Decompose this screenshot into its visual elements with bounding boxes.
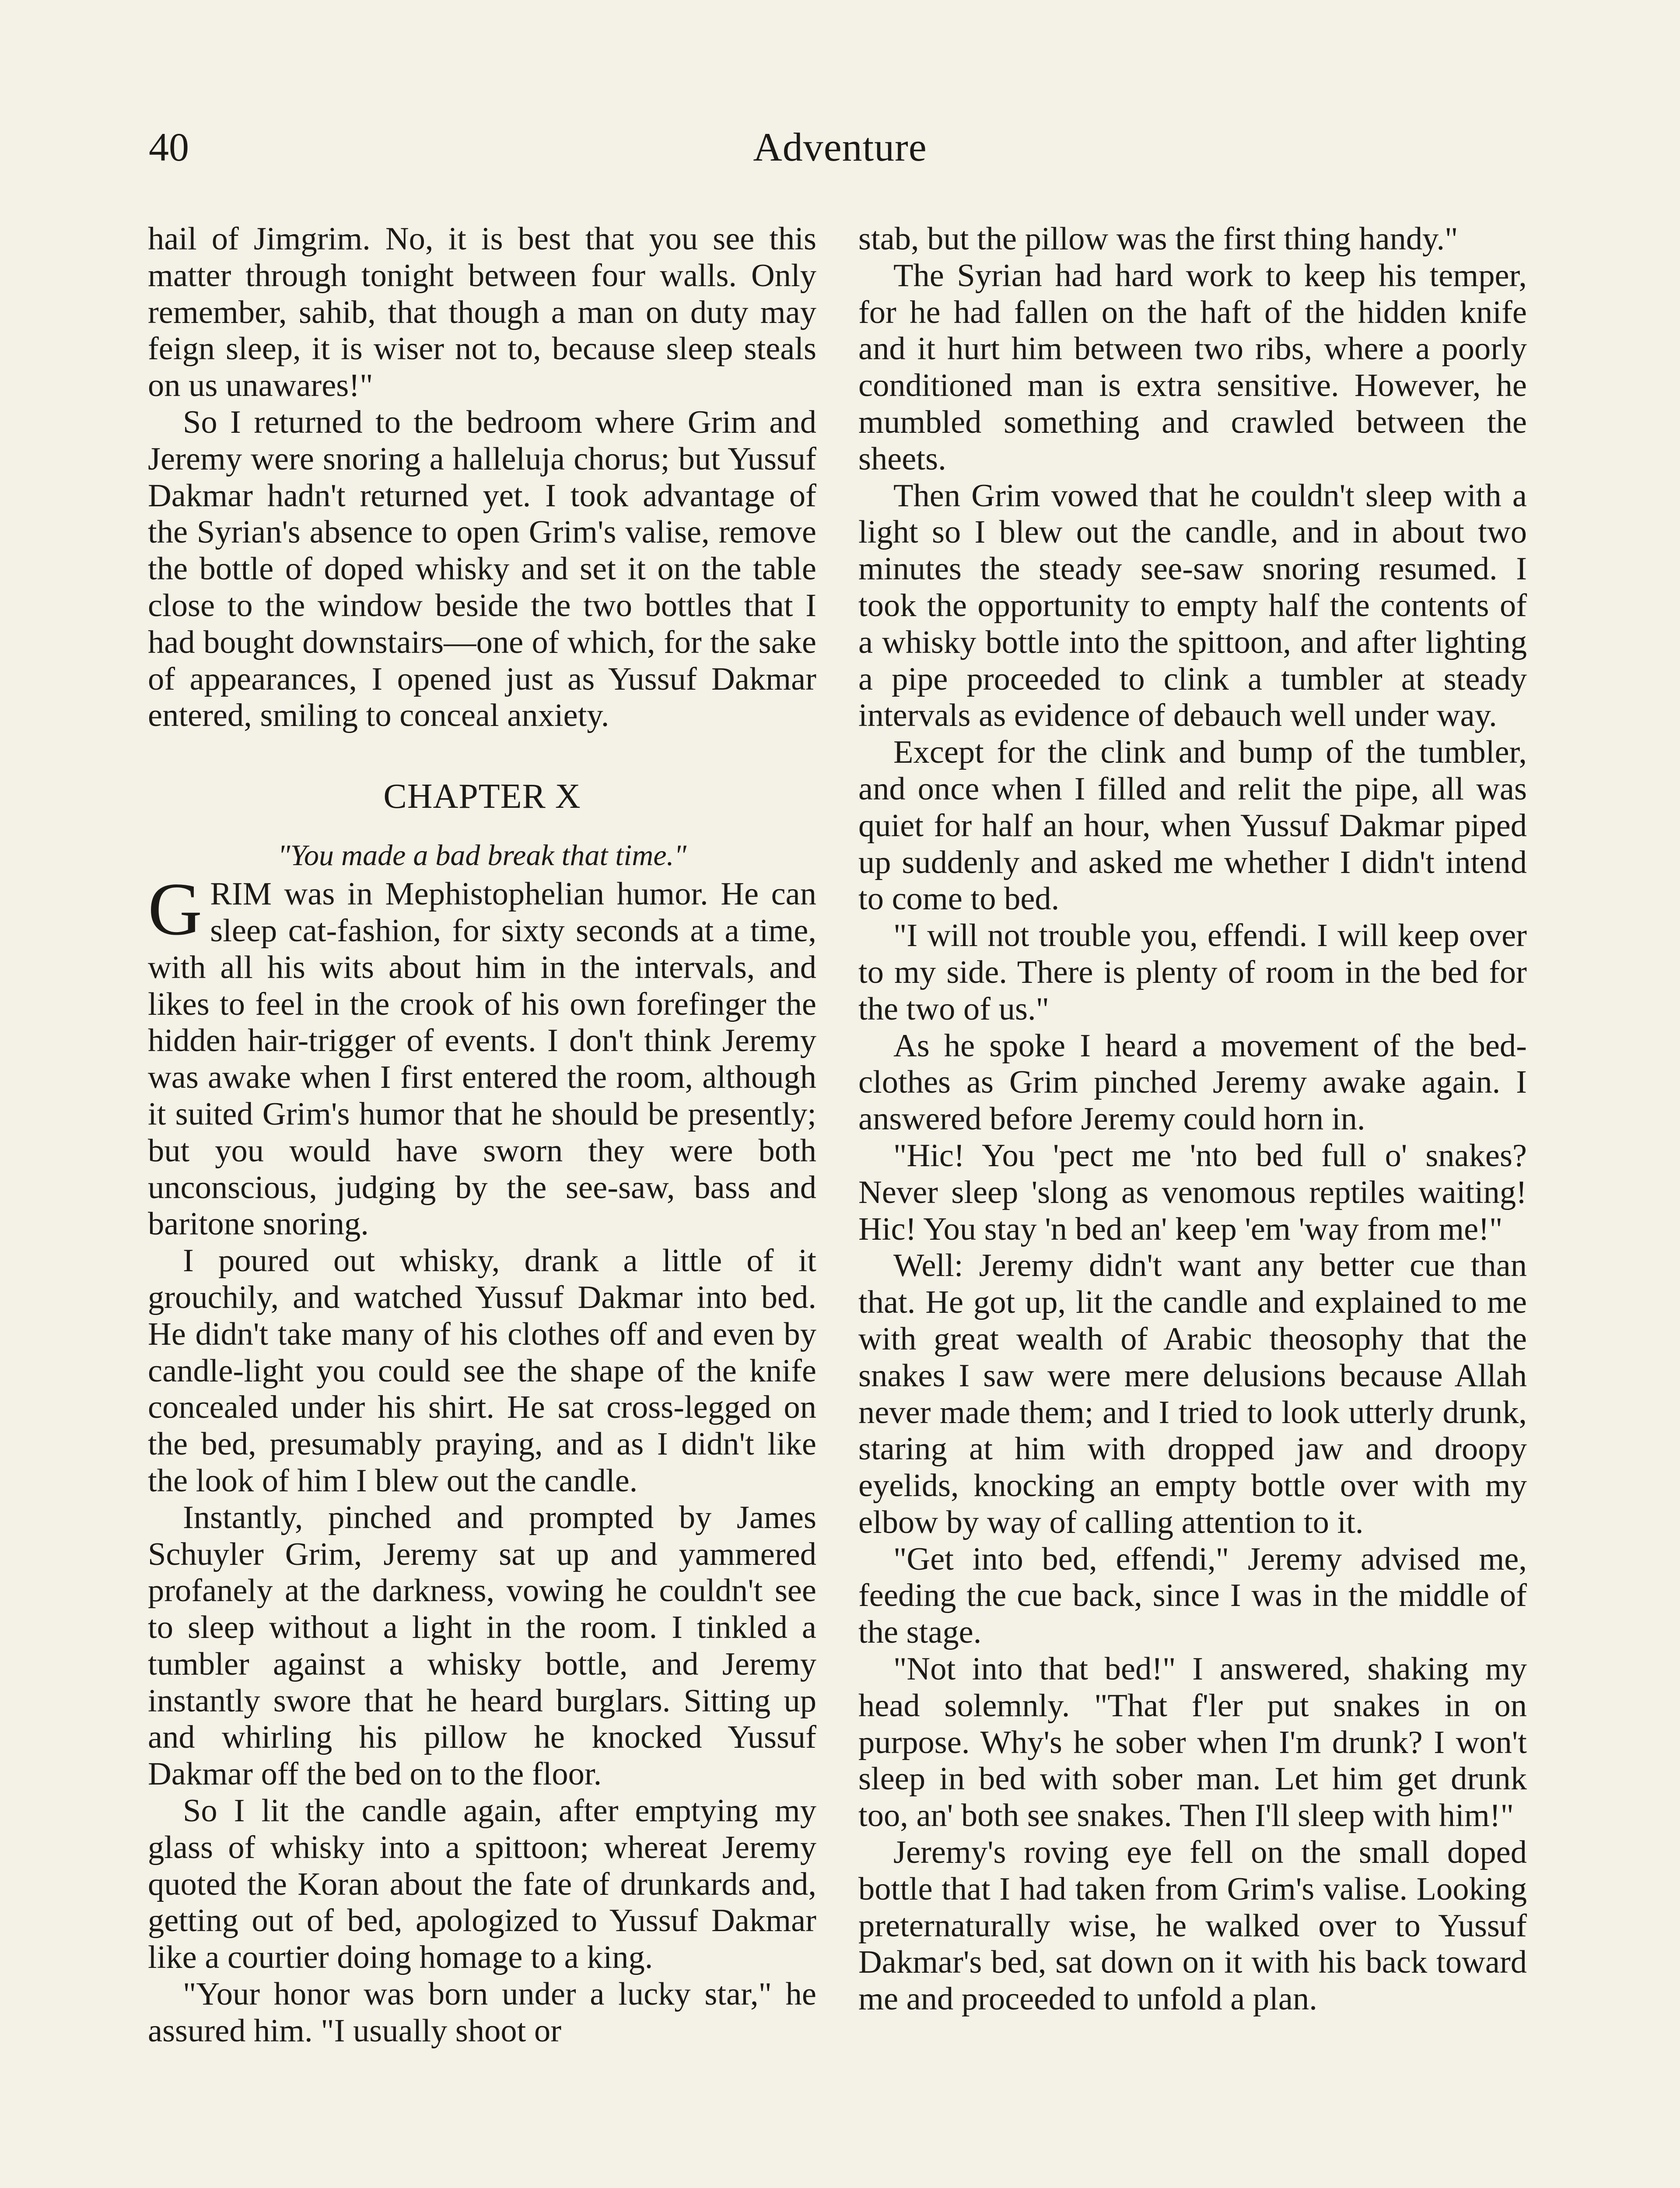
paragraph: The Syrian had hard work to keep his temper, for he had fallen on the haft of the hidden knife and it hurt him between two ribs, where a poorly conditioned man is extra sensitive. However, he mumbled something and crawled between the sheets. [858, 257, 1527, 477]
paragraph: "I will not trouble you, effendi. I will keep over to my side. There is plenty of room in the bed for the two of us." [858, 918, 1527, 1027]
paragraph: So I returned to the bedroom where Grim and Jeremy were snoring a halleluja chorus; but Yussuf Dakmar hadn't returned yet. I took advantage of the Syrian's absence to open Grim's valise, remove the bottle of doped whisky and set it on the table close to the window beside the two bottles that I had bought downstairs—one of which, for the sake of appearances, I opened just as Yussuf Dakmar entered, smiling to conceal anxiety. [148, 404, 816, 734]
paragraph: hail of Jimgrim. No, it is best that you see this matter through tonight between four walls. Only remember, sahib, that though a man on duty may feign sleep, it is wiser not to, because sleep steals on us unawares!" [148, 221, 816, 404]
magazine-title: Adventure [753, 125, 927, 169]
paragraph: Jeremy's roving eye fell on the small doped bottle that I had taken from Grim's valise. Looking preternaturally wise, he walked over to Yussuf Dakmar's bed, sat down on it with his back toward me and proceeded to unfold a plan. [858, 1834, 1527, 2017]
paragraph: Well: Jeremy didn't want any better cue than that. He got up, lit the candle and explained to me with great wealth of Arabic theosophy that the snakes I saw were mere delusions because Allah never made them; and I tried to look utterly drunk, staring at him with dropped jaw and droopy eyelids, knocking an empty bottle over with my elbow by way of calling attention to it. [858, 1248, 1527, 1540]
left-column [148, 221, 816, 2050]
drop-cap: G [148, 868, 203, 951]
paragraph: Then Grim vowed that he couldn't sleep with a light so I blew out the candle, and in about two minutes the steady see-saw snoring resumed. I took the opportunity to empty half the contents of a whisky bottle into the spittoon, and after lighting a pipe proceeded to clink a tumbler at steady intervals as evidence of debauch well under way. [858, 477, 1527, 734]
chapter-epigraph: "You made a bad break that time." [277, 838, 687, 872]
paragraph: "Your honor was born under a lucky star," he assured him. "I usually shoot or [148, 1976, 816, 2049]
paragraph: I poured out whisky, drank a little of it grouchily, and watched Yussuf Dakmar into bed. He didn't take many of his clothes off and even by candle-light you could see the shape of the knife concealed under his shirt. He sat cross-legged on the bed, presumably praying, and as I didn't like the look of him I blew out the candle. [148, 1243, 816, 1499]
paragraph: So I lit the candle again, after emptying my glass of whisky into a spittoon; whereat Jeremy quoted the Koran about the fate of drunkards and, getting out of bed, apologized to Yussuf Dakmar like a courtier doing homage to a king. [148, 1793, 816, 1976]
page-number: 40 [149, 125, 189, 169]
chapter-opening-paragraph [148, 868, 816, 1243]
chapter-heading: CHAPTER X [383, 777, 581, 816]
paragraph: Except for the clink and bump of the tumbler, and once when I filled and relit the pipe, all was quiet for half an hour, when Yussuf Dakmar piped up suddenly and asked me whether I didn't intend to come to bed. [858, 734, 1527, 917]
paragraph-text: RIM was in Mephistophelian humor. He can sleep cat-fashion, for sixty seconds at a time, with all his wits about him in the intervals, and likes to feel in the crook of his own forefinger the hidden hair-trigger of events. I don't think Jeremy was awake when I first entered the room, although it suited Grim's humor that he should be presently; but you would have sworn they were both unconscious, judging by the see-saw, bass and baritone snoring. [148, 876, 816, 1242]
paragraph: stab, but the pillow was the first thing handy." [858, 221, 1458, 257]
paragraph: "Get into bed, effendi," Jeremy advised me, feeding the cue back, since I was in the middle of the stage. [858, 1541, 1527, 1651]
paragraph: As he spoke I heard a movement of the bed-clothes as Grim pinched Jeremy awake again. I answered before Jeremy could horn in. [858, 1027, 1527, 1137]
right-column [858, 221, 1527, 2018]
paragraph: Instantly, pinched and prompted by James Schuyler Grim, Jeremy sat up and yammered profanely at the darkness, vowing he couldn't see to sleep without a light in the room. I tinkled a tumbler against a whisky bottle, and Jeremy instantly swore that he heard burglars. Sitting up and whirling his pillow he knocked Yussuf Dakmar off the bed on to the floor. [148, 1499, 816, 1792]
paragraph: "Hic! You 'pect me 'nto bed full o' snakes? Never sleep 'slong as venomous reptiles waiting! Hic! You stay 'n bed an' keep 'em 'way from me!" [858, 1137, 1527, 1247]
paragraph: "Not into that bed!" I answered, shaking my head solemnly. "That f'ler put snakes in on purpose. Why's he sober when I'm drunk? I won't sleep in bed with sober man. Let him get drunk too, an' both see snakes. Then I'll sleep with him!" [858, 1651, 1527, 1834]
